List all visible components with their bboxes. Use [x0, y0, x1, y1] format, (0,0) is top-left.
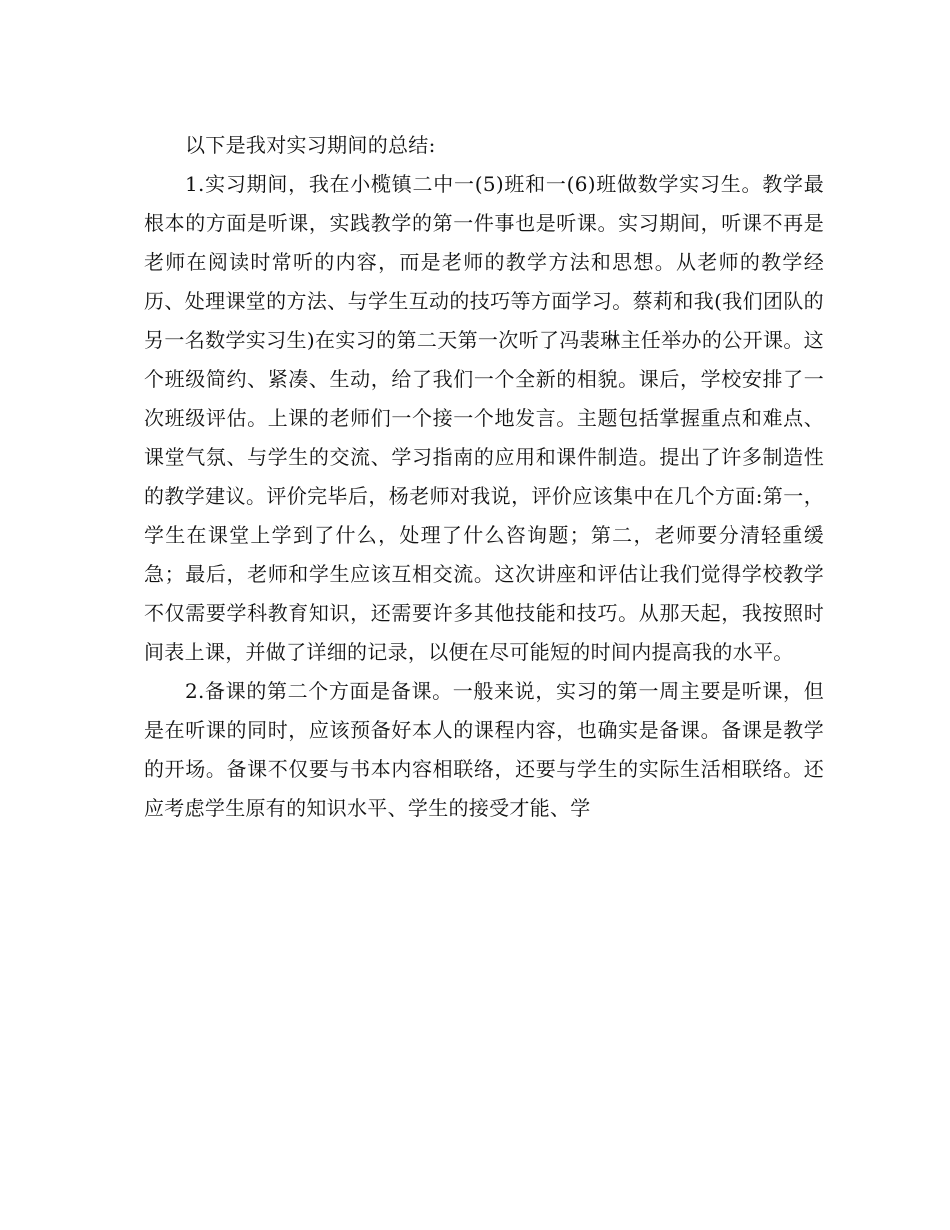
paragraph-intro: 以下是我对实习期间的总结:: [185, 133, 436, 157]
document-body: [144, 126, 824, 828]
paragraph-lesson-preparation: 2.备课的第二个方面是备课。一般来说，实习的第一周主要是听课，但是在听课的同时，应该预备好本人的课程内容，也确实是备课。备课是教学的开场。备课不仅要与书本内容相联络，还要与学生的实际生活相联络。还应考虑学生原有的知识水平、学生的接受才能、学: [144, 679, 824, 820]
paragraph-lesson-observation: 1.实习期间，我在小榄镇二中一(5)班和一(6)班做数学实习生。教学最根本的方面是听课，实践教学的第一件事也是听课。实习期间，听课不再是老师在阅读时常听的内容，而是老师的教学方法和思想。从老师的教学经历、处理课堂的方法、与学生互动的技巧等方面学习。蔡莉和我(我们团队的另一名数学实习生)在实习的第二天第一次听了冯裴琳主任举办的公开课。这个班级简约、紧凑、生动，给了我们一个全新的相貌。课后，学校安排了一次班级评估。上课的老师们一个接一个地发言。主题包括掌握重点和难点、课堂气氛、与学生的交流、学习指南的应用和课件制造。提出了许多制造性的教学建议。评价完毕后，杨老师对我说，评价应该集中在几个方面:第一，学生在课堂上学到了什么，处理了什么咨询题；第二，老师要分清轻重缓急；最后，老师和学生应该互相交流。这次讲座和评估让我们觉得学校教学不仅需要学科教育知识，还需要许多其他技能和技巧。从那天起，我按照时间表上课，并做了详细的记录，以便在尽可能短的时间内提高我的水平。: [144, 172, 824, 664]
